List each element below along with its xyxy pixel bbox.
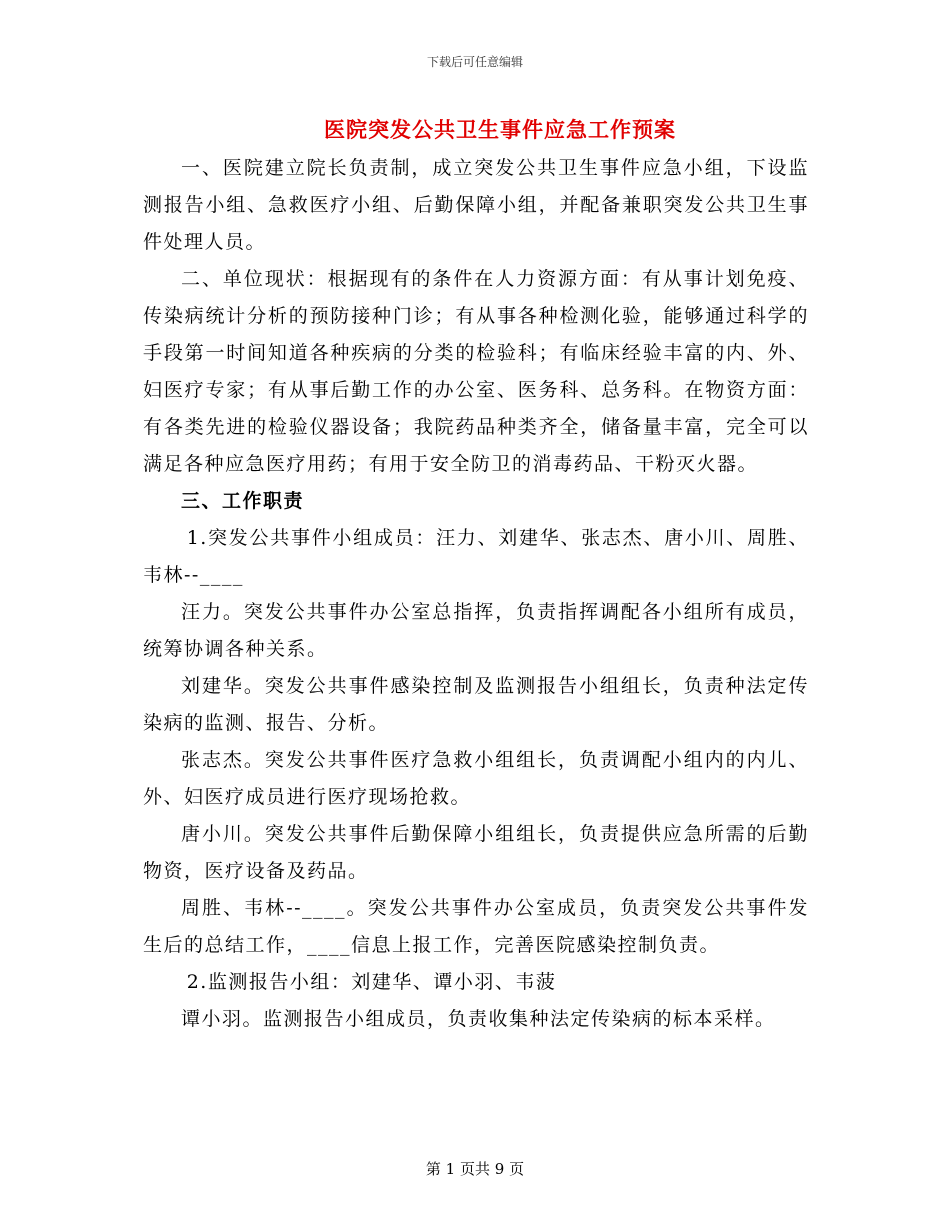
- paragraph-member-liujianhua: 刘建华。突发公共事件感染控制及监测报告小组组长，负责种法定传染病的监测、报告、分析。: [143, 675, 809, 734]
- paragraph-group-members: 1.突发公共事件小组成员：汪力、刘建华、张志杰、唐小川、周胜、韦林--____: [143, 527, 809, 586]
- document-body: [143, 150, 809, 1038]
- paragraph-member-tangxiaochuan: 唐小川。突发公共事件后勤保障小组组长，负责提供应急所需的后勤物资，医疗设备及药品。: [143, 823, 809, 882]
- paragraph-section-1: 一、医院建立院长负责制，成立突发公共卫生事件应急小组，下设监测报告小组、急救医疗小组、后勤保障小组，并配备兼职突发公共卫生事件处理人员。: [143, 157, 809, 253]
- paragraph-member-wangli: 汪力。突发公共事件办公室总指挥，负责指挥调配各小组所有成员，统筹协调各种关系。: [143, 601, 809, 660]
- page-header-note: 下载后可任意编辑: [426, 55, 523, 69]
- section-heading-duties: 三、工作职责: [181, 490, 305, 512]
- paragraph-member-zhangzhijie: 张志杰。突发公共事件医疗急救小组组长，负责调配小组内的内儿、外、妇医疗成员进行医疗现场抢救。: [143, 749, 809, 808]
- paragraph-monitoring-group: 2.监测报告小组：刘建华、谭小羽、韦菠: [186, 971, 557, 993]
- document-title: 医院突发公共卫生事件应急工作预案: [324, 117, 676, 142]
- page-number-footer: 第 1 页共 9 页: [425, 1160, 525, 1178]
- paragraph-member-tanxiaoyu: 谭小羽。监测报告小组成员，负责收集种法定传染病的标本采样。: [181, 1008, 776, 1030]
- paragraph-section-2: 二、单位现状：根据现有的条件在人力资源方面：有从事计划免疫、传染病统计分析的预防接种门诊；有从事各种检测化验，能够通过科学的手段第一时间知道各种疾病的分类的检验科；有临床经验丰富的内、外、妇医疗专家；有从事后勤工作的办公室、医务科、总务科。在物资方面：有各类先进的检验仪器设备；我院药品种类齐全，储备量丰富，完全可以满足各种应急医疗用药；有用于安全防卫的消毒药品、干粉灭火器。: [143, 268, 809, 475]
- paragraph-member-zhousheng: 周胜、韦林--____。突发公共事件办公室成员，负责突发公共事件发生后的总结工作，____信息上报工作，完善医院感染控制负责。: [143, 897, 809, 956]
